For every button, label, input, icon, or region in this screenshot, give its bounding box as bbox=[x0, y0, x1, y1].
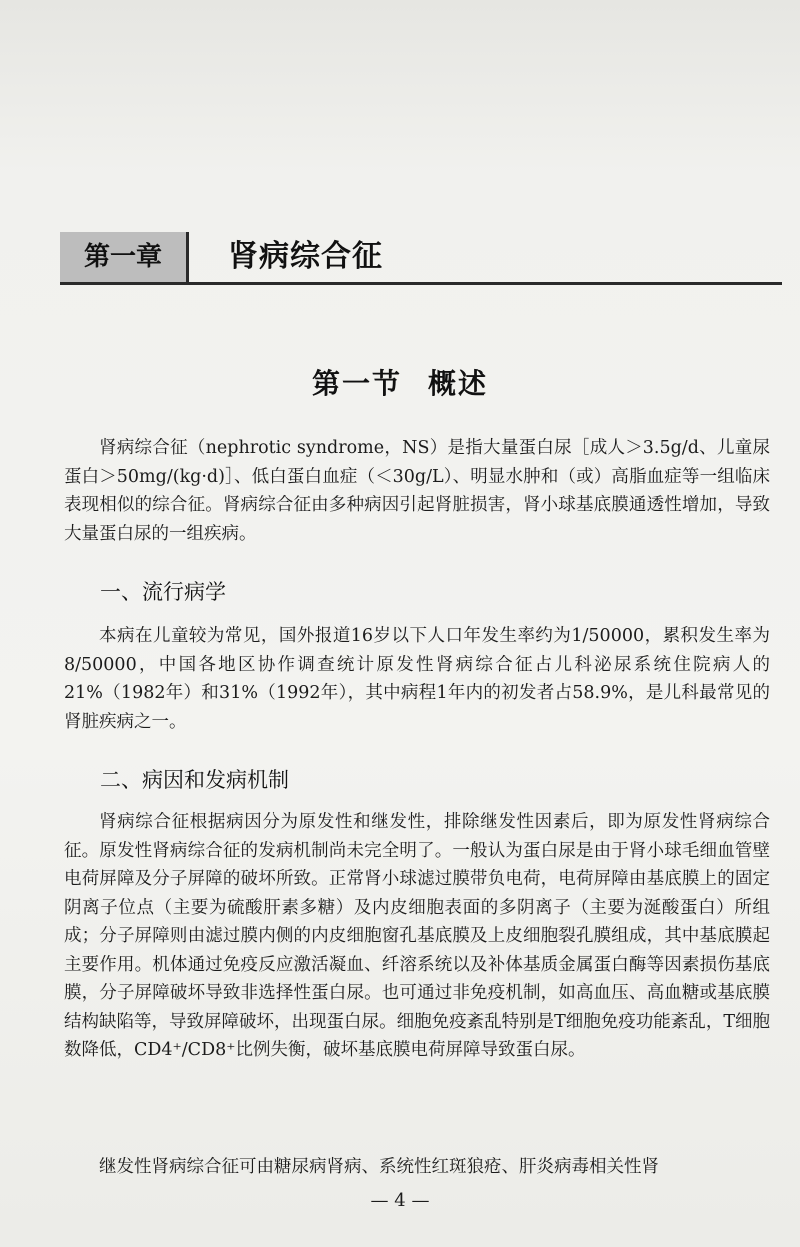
section-title bbox=[0, 362, 800, 402]
page-number: — 4 — bbox=[370, 1190, 430, 1211]
etiology-paragraph: 肾病综合征根据病因分为原发性和继发性，排除继发性因素后，即为原发性肾病综合征。原发性肾病综合征的发病机制尚未完全明了。一般认为蛋白尿是由于肾小球毛细血管壁电荷屏障及分子屏障的破坏所致。正常肾小球滤过膜带负电荷，电荷屏障由基底膜上的固定阴离子位点（主要为硫酸肝素多糖）及内皮细胞表面的多阴离子（主要为涎酸蛋白）所组成；分子屏障则由滤过膜内侧的内皮细胞窗孔基底膜及上皮细胞裂孔膜组成，其中基底膜起主要作用。机体通过免疫反应激活凝血、纤溶系统以及补体基质金属蛋白酶等因素损伤基底膜，分子屏障破坏导致非选择性蛋白尿。也可通过非免疫机制，如高血压、高血糖或基底膜结构缺陷等，导致屏障破坏，出现蛋白尿。细胞免疫紊乱特别是T细胞免疫功能紊乱，T细胞数降低，CD4⁺/CD8⁺比例失衡，破坏基底膜电荷屏障导致蛋白尿。 bbox=[64, 812, 770, 1060]
show-through-text bbox=[70, 60, 770, 150]
secondary-ns-paragraph: 继发性肾病综合征可由糖尿病肾病、系统性红斑狼疮、肝炎病毒相关性肾 bbox=[99, 1157, 659, 1177]
section-number: 第一节 bbox=[311, 367, 402, 400]
chapter-title: 肾病综合征 bbox=[228, 239, 383, 274]
epidemiology-paragraph: 本病在儿童较为常见，国外报道16岁以下人口年发生率约为1/50000，累积发生率为8/50000，中国各地区协作调查统计原发性肾病综合征占儿科泌尿系统住院病人的21%（1982年）和31%（1992年），其中病程1年内的初发者占58.9%，是儿科最常见的肾脏疾病之一。 bbox=[64, 626, 770, 732]
intro-paragraph: 肾病综合征（nephrotic syndrome，NS）是指大量蛋白尿［成人＞3.5g/d、儿童尿蛋白＞50mg/(kg·d)］、低白蛋白血症（＜30g/L）、明显水肿和（或）高脂血症等一组临床表现相似的综合征。肾病综合征由多种病因引起肾脏损害，肾小球基底膜通透性增加，导致大量蛋白尿的一组疾病。 bbox=[64, 438, 770, 544]
subsection-heading-epidemiology: 一、流行病学 bbox=[100, 580, 226, 604]
subsection-heading-etiology: 二、病因和发病机制 bbox=[100, 768, 289, 792]
section-name: 概述 bbox=[428, 367, 489, 400]
chapter-header bbox=[60, 232, 782, 285]
chapter-label: 第一章 bbox=[60, 232, 189, 282]
